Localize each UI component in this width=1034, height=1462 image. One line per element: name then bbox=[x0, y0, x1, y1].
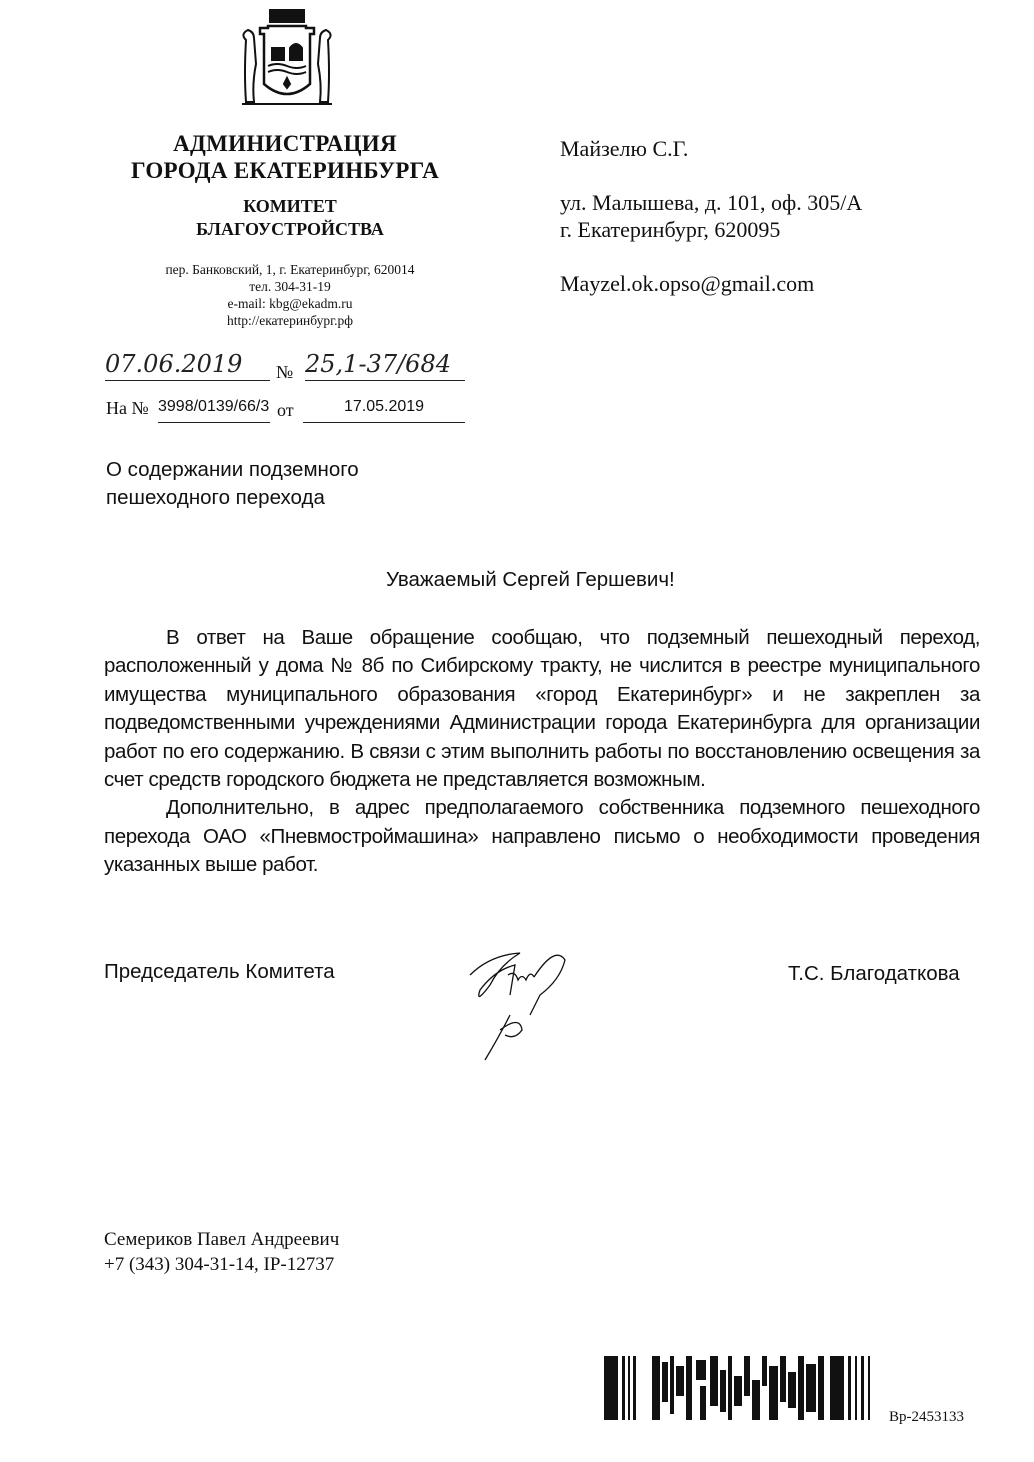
body-paragraph-1: В ответ на Ваше обращение сообщаю, что подземный пешеходный переход, расположенный у дома № 8б по Сибирскому тракту, не числится в реестре муниципального имущества муниципального образования «город Екатеринбург» и не закреплен за подведомственными учреждениями Администрации города Екатеринбурга для организации работ по его содержанию. В связи с этим выполнить работы по восстановлению освещения за счет средств городского бюджета не представляется возможным. bbox=[104, 626, 980, 792]
recipient-block bbox=[560, 135, 862, 297]
handwritten-signature-icon bbox=[460, 935, 600, 1075]
org-line-1: АДМИНИСТРАЦИЯ bbox=[173, 131, 397, 156]
executor-contact: +7 (343) 304-31-14, IP-12737 bbox=[104, 1254, 335, 1275]
subject-line-1: О содержании подземного bbox=[106, 458, 359, 481]
sender-contacts bbox=[105, 261, 475, 329]
letter-subject bbox=[106, 456, 359, 512]
sender-address: пер. Банковский, 1, г. Екатеринбург, 620014 bbox=[165, 262, 415, 277]
outgoing-date: 07.06.2019 bbox=[105, 350, 270, 381]
letter-body bbox=[104, 624, 980, 880]
sender-phone: тел. 304-31-19 bbox=[249, 279, 331, 294]
from-label: от bbox=[277, 400, 294, 420]
document-id: Вр-2453133 bbox=[889, 1409, 964, 1425]
barcode-icon bbox=[604, 1356, 876, 1420]
subject-line-2: пешеходного перехода bbox=[106, 486, 325, 509]
signatory-title: Председатель Комитета bbox=[104, 960, 335, 983]
signatory-name: Т.С. Благодаткова bbox=[788, 962, 960, 985]
sender-email: e-mail: kbg@ekadm.ru bbox=[227, 296, 353, 311]
recipient-address-line-2: г. Екатеринбург, 620095 bbox=[560, 217, 781, 242]
recipient-email: Mayzel.ok.opso@gmail.com bbox=[560, 271, 815, 296]
outgoing-number: 25,1-37/684 bbox=[305, 350, 465, 381]
organization-name bbox=[105, 130, 465, 184]
recipient-address-line-1: ул. Малышева, д. 101, оф. 305/А bbox=[560, 190, 863, 215]
committee-line-1: КОМИТЕТ bbox=[243, 196, 337, 216]
sender-website: http://екатеринбург.рф bbox=[226, 313, 354, 328]
coat-of-arms-icon bbox=[232, 4, 342, 112]
committee-line-2: БЛАГОУСТРОЙСТВА bbox=[196, 219, 384, 239]
executor-name: Семериков Павел Андреевич bbox=[104, 1229, 340, 1250]
committee-name bbox=[105, 195, 475, 241]
number-label: № bbox=[276, 362, 294, 382]
body-paragraph-2: Дополнительно, в адрес предполагаемого собственника подземного пешеходного перехода ОАО «Пневмостроймашина» направлено письмо о необходимости проведения указанных выше работ. bbox=[104, 796, 980, 877]
org-line-2: ГОРОДА ЕКАТЕРИНБУРГА bbox=[131, 158, 439, 183]
recipient-name: Майзелю С.Г. bbox=[560, 136, 689, 161]
greeting: Уважаемый Сергей Гершевич! bbox=[386, 568, 675, 591]
reply-to-number: 3998/0139/66/3 bbox=[158, 398, 270, 423]
reply-to-date: 17.05.2019 bbox=[303, 398, 465, 423]
reply-to-label: На № bbox=[106, 398, 149, 418]
executor-block bbox=[104, 1227, 339, 1277]
